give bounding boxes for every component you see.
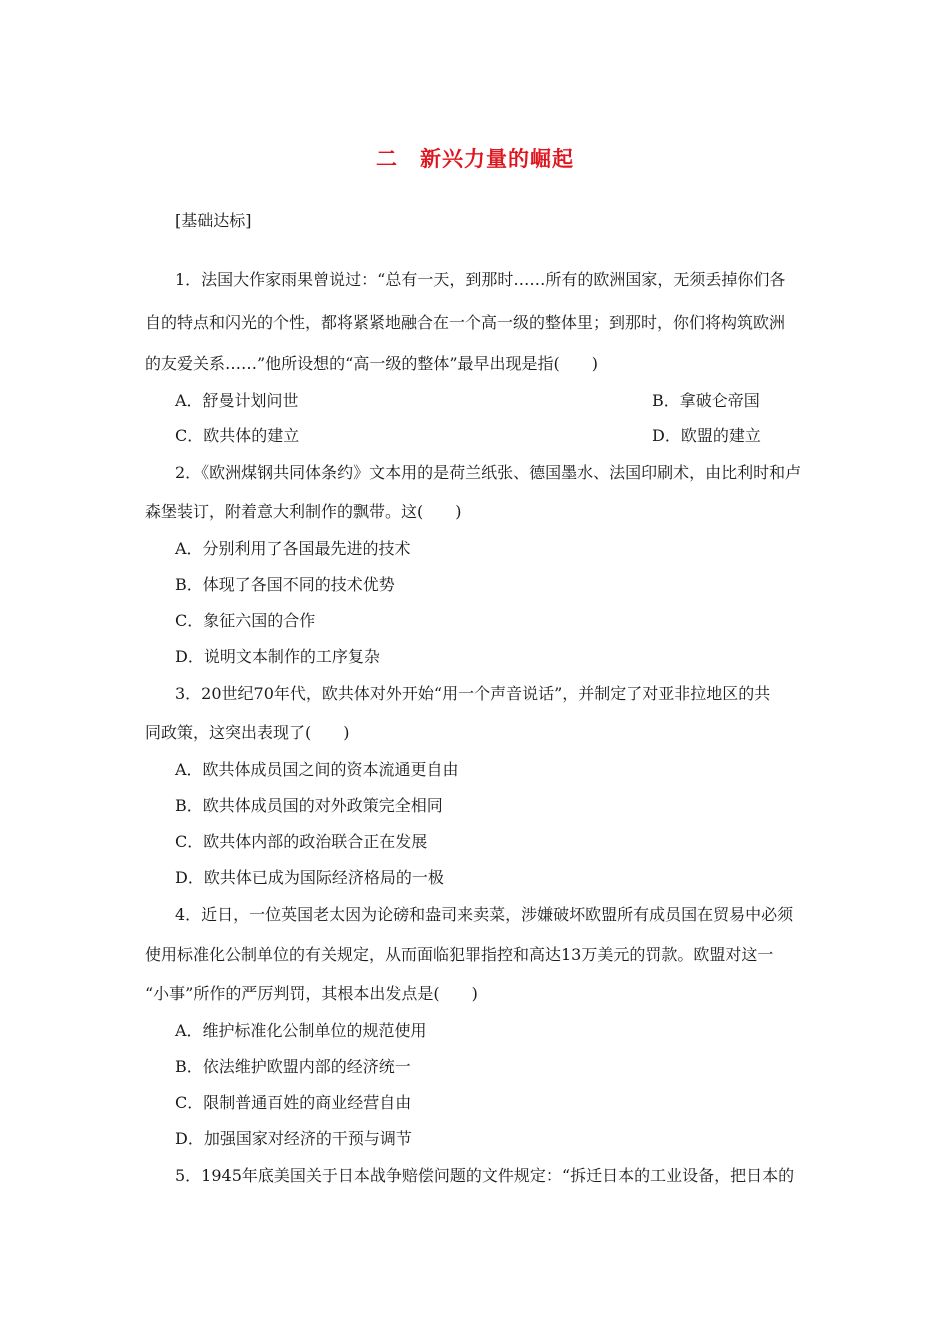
q1-options-row-2	[175, 425, 845, 447]
q1-option-b: B．拿破仑帝国	[652, 391, 760, 410]
q2-option-b: B．体现了各国不同的技术优势	[175, 575, 395, 594]
q1-option-c: C．欧共体的建立	[175, 426, 300, 445]
q2-line-1: 2．《欧洲煤钢共同体条约》文本用的是荷兰纸张、德国墨水、法国印刷术，由比利时和卢	[175, 463, 802, 482]
q3-option-b: B．欧共体成员国的对外政策完全相同	[175, 796, 443, 815]
q1-option-a: A．舒曼计划问世	[175, 391, 299, 410]
q2-option-d: D．说明文本制作的工序复杂	[175, 647, 380, 666]
q3-line-2: 同政策，这突出表现了( )	[145, 723, 350, 742]
q4-option-b: B．依法维护欧盟内部的经济统一	[175, 1057, 411, 1076]
q1-line-3: 的友爱关系……”他所设想的“高一级的整体”最早出现是指( )	[145, 354, 599, 373]
q2-line-2: 森堡装订，附着意大利制作的飘带。这( )	[145, 502, 462, 521]
q4-option-c: C．限制普通百姓的商业经营自由	[175, 1093, 412, 1112]
q3-option-a: A．欧共体成员国之间的资本流通更自由	[175, 760, 459, 779]
q1-line-1: 1．法国大作家雨果曾说过：“总有一天，到那时……所有的欧洲国家，无须丢掉你们各	[175, 270, 786, 289]
title-number: 二	[376, 147, 398, 171]
q4-line-3: “小事”所作的严厉判罚，其根本出发点是( )	[145, 984, 478, 1003]
q4-line-1: 4．近日，一位英国老太因为论磅和盎司来卖菜，涉嫌破坏欧盟所有成员国在贸易中必须	[175, 905, 794, 924]
q3-option-d: D．欧共体已成为国际经济格局的一极	[175, 868, 444, 887]
q1-option-d: D．欧盟的建立	[652, 426, 761, 445]
q5-line-1: 5．1945年底美国关于日本战争赔偿问题的文件规定：“拆迁日本的工业设备，把日本的	[175, 1166, 795, 1185]
q4-option-a: A．维护标准化公制单位的规范使用	[175, 1021, 427, 1040]
section-label: [基础达标]	[175, 211, 252, 230]
q4-option-d: D．加强国家对经济的干预与调节	[175, 1129, 412, 1148]
page-title	[0, 143, 950, 173]
title-text: 新兴力量的崛起	[420, 147, 574, 171]
q3-line-1: 3．20世纪70年代，欧共体对外开始“用一个声音说话”，并制定了对亚非拉地区的共	[175, 684, 771, 703]
q2-option-c: C．象征六国的合作	[175, 611, 316, 630]
q4-line-2: 使用标准化公制单位的有关规定，从而面临犯罪指控和高达13万美元的罚款。欧盟对这一	[145, 945, 774, 964]
q1-options-row-1	[175, 390, 845, 412]
q3-option-c: C．欧共体内部的政治联合正在发展	[175, 832, 428, 851]
q1-line-2: 自的特点和闪光的个性，都将紧紧地融合在一个高一级的整体里；到那时，你们将构筑欧洲	[145, 313, 786, 332]
q2-option-a: A．分别利用了各国最先进的技术	[175, 539, 411, 558]
